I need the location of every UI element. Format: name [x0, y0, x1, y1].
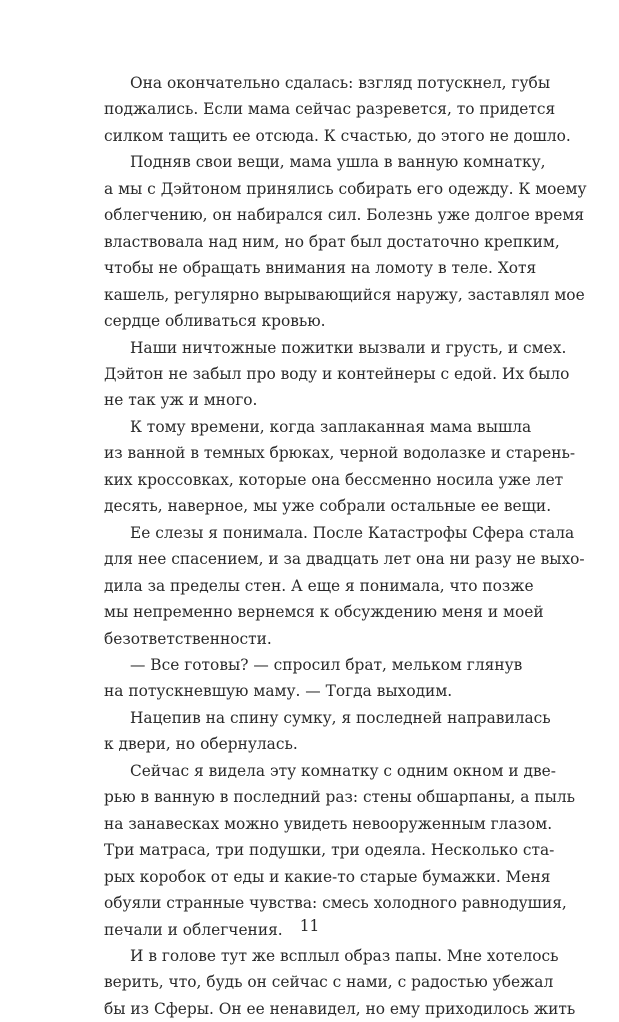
text-line: К тому времени, когда заплаканная мама вышла [130, 417, 532, 436]
text-line: облегчению, он набирался сил. Болезнь уже долгое время [104, 206, 585, 225]
text-line: Нацепив на спину сумку, я последней направилась [130, 708, 551, 727]
body-text [104, 70, 587, 1022]
text-line: печали и облегчения. [104, 920, 283, 939]
text-line: бы из Сферы. Он ее ненавидел, но ему приходилось жить [104, 999, 576, 1018]
text-line: Сейчас я видела эту комнатку с одним окном и две- [130, 761, 556, 780]
text-line: ких кроссовках, которые она бессменно носила уже лет [104, 470, 564, 489]
text-line: — Все готовы? — спросил брат, мельком глянув [130, 655, 523, 674]
paragraph [104, 414, 576, 520]
text-line: рью в ванную в последний раз: стены обшарпаны, а пыль [104, 788, 575, 807]
text-line: верить, что, будь он сейчас с нами, с радостью убежал [104, 973, 554, 992]
text-line: Три матраса, три подушки, три одеяла. Несколько ста- [104, 841, 555, 860]
text-line: мы непременно вернемся к обсуждению меня и моей [104, 603, 544, 622]
text-line: дила за пределы стен. А еще я понимала, что позже [104, 576, 534, 595]
text-line: безответственности. [104, 629, 272, 648]
text-line: поджались. Если мама сейчас разревется, то придется [104, 100, 556, 119]
text-line: чтобы не обращать внимания на ломоту в теле. Хотя [104, 259, 537, 278]
page-number: 11 [299, 917, 320, 935]
text-line: сердце обливаться кровью. [104, 312, 326, 331]
paragraph [104, 70, 571, 149]
text-line: на занавесках можно увидеть невооруженным глазом. [104, 814, 553, 833]
paragraph [104, 520, 585, 652]
paragraph [104, 652, 523, 705]
text-line: а мы с Дэйтоном принялись собирать его одежду. К моему [104, 179, 587, 198]
text-line: Она окончательно сдалась: взгляд потускнел, губы [130, 74, 551, 92]
paragraph [104, 943, 576, 1022]
text-line: Подняв свои вещи, мама ушла в ванную комнатку, [130, 153, 546, 172]
text-line: обуяли странные чувства: смесь холодного равнодушия, [104, 894, 567, 913]
text-line: Наши ничтожные пожитки вызвали и грусть, и смех. [130, 338, 567, 357]
text-line: десять, наверное, мы уже собрали остальные ее вещи. [104, 497, 552, 516]
text-line: не так уж и много. [104, 391, 258, 410]
text-line: рых коробок от еды и какие-то старые бумажки. Меня [104, 867, 551, 886]
text-line: для нее спасением, и за двадцать лет она ни разу не выхо- [104, 550, 585, 569]
text-line: к двери, но обернулась. [104, 735, 298, 754]
paragraph [104, 149, 587, 334]
text-line: из ванной в темных брюках, черной водолазке и старень- [104, 444, 576, 463]
paragraph [104, 705, 551, 758]
paragraph [104, 335, 570, 414]
text-line: кашель, регулярно вырывающийся наружу, заставлял мое [104, 285, 585, 304]
text-line: Ее слезы я понимала. После Катастрофы Сфера стала [130, 523, 575, 542]
text-line: И в голове тут же всплыл образ папы. Мне хотелось [130, 946, 559, 965]
text-line: силком тащить ее отсюда. К счастью, до этого не дошло. [104, 126, 571, 145]
text-line: властвовала над ним, но брат был достаточно крепким, [104, 232, 560, 251]
text-line: Дэйтон не забыл про воду и контейнеры с едой. Их было [104, 364, 570, 383]
text-line: на потускневшую маму. — Тогда выходим. [104, 682, 453, 701]
